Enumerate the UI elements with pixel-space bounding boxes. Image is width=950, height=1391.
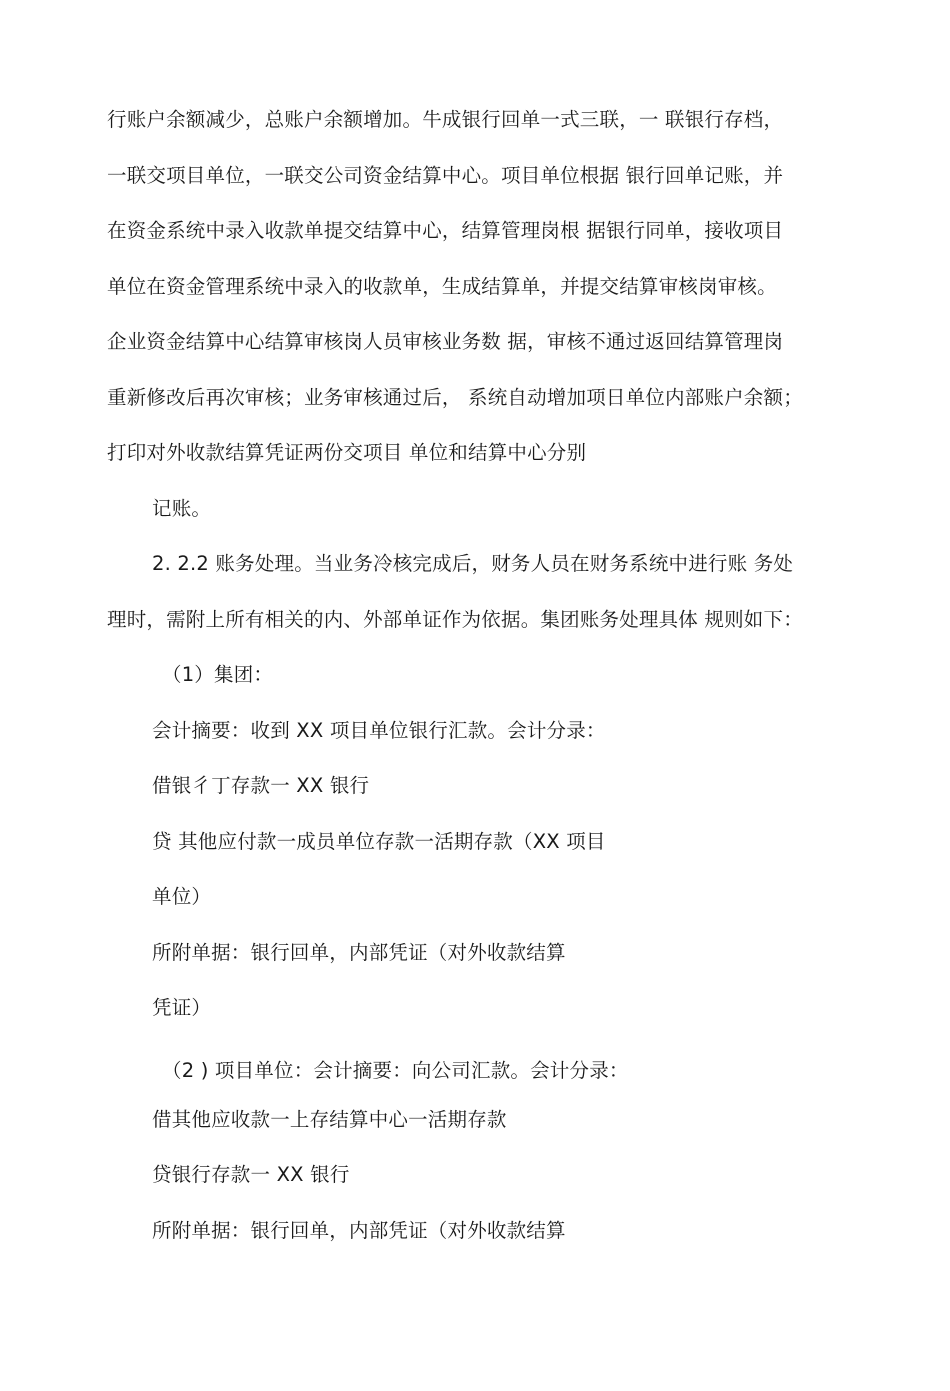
paragraph-line: 单位在资金管理系统中录入的收款单，生成结算单，并提交结算审核岗审核。 <box>107 275 777 298</box>
paragraph-line: 借银彳丁存款一 XX 银行 <box>152 774 370 797</box>
paragraph-line: 所附单据：银行回单，内部凭证（对外收款结算 <box>152 941 566 964</box>
paragraph-line: 借其他应收款一上存结算中心一活期存款 <box>152 1108 507 1131</box>
paragraph-line: 贷银行存款一 XX 银行 <box>152 1163 350 1186</box>
subsection-heading: （1）集团： <box>162 663 274 686</box>
section-heading: 2. 2.2 账务处理。当业务冷核完成后，财务人员在财务系统中进行账 务处 <box>152 552 794 575</box>
paragraph-line: 会计摘要：收到 XX 项目单位银行汇款。会计分录： <box>152 719 606 742</box>
paragraph-line: 一联交项目单位，一联交公司资金结算中心。项目单位根据 银行回单记账，并 <box>107 164 784 187</box>
paragraph-line: 行账户余额减少，总账户余额增加。牛成银行回单一式三联，一 联银行存档， <box>107 108 784 131</box>
paragraph-line: 记账。 <box>152 497 212 520</box>
paragraph-line: 打印对外收款结算凭证两份交项目 单位和结算中心分别 <box>107 441 587 464</box>
paragraph-line: 重新修改后再次审核；业务审核通过后， 系统自动增加项日单位内部账户余额； <box>107 386 803 409</box>
paragraph-line: 理时，需附上所有相关的内、外部单证作为依据。集团账务处理具体 规则如下： <box>107 608 803 631</box>
subsection-heading: （2 ) 项目单位：会计摘要：向公司汇款。会计分录： <box>162 1059 629 1082</box>
paragraph-line: 在资金系统中录入收款单提交结算中心，结算管理岗根 据银行同单，接收项目 <box>107 219 784 242</box>
paragraph-line: 贷 其他应付款一成员单位存款一活期存款（XX 项目 <box>152 830 606 853</box>
paragraph-line: 单位） <box>152 885 212 908</box>
paragraph-line: 所附单据：银行回单，内部凭证（对外收款结算 <box>152 1219 566 1242</box>
paragraph-line: 凭证） <box>152 996 212 1019</box>
paragraph-line: 企业资金结算中心结算审核岗人员审核业务数 据，审核不通过返回结算管理岗 <box>107 330 784 353</box>
